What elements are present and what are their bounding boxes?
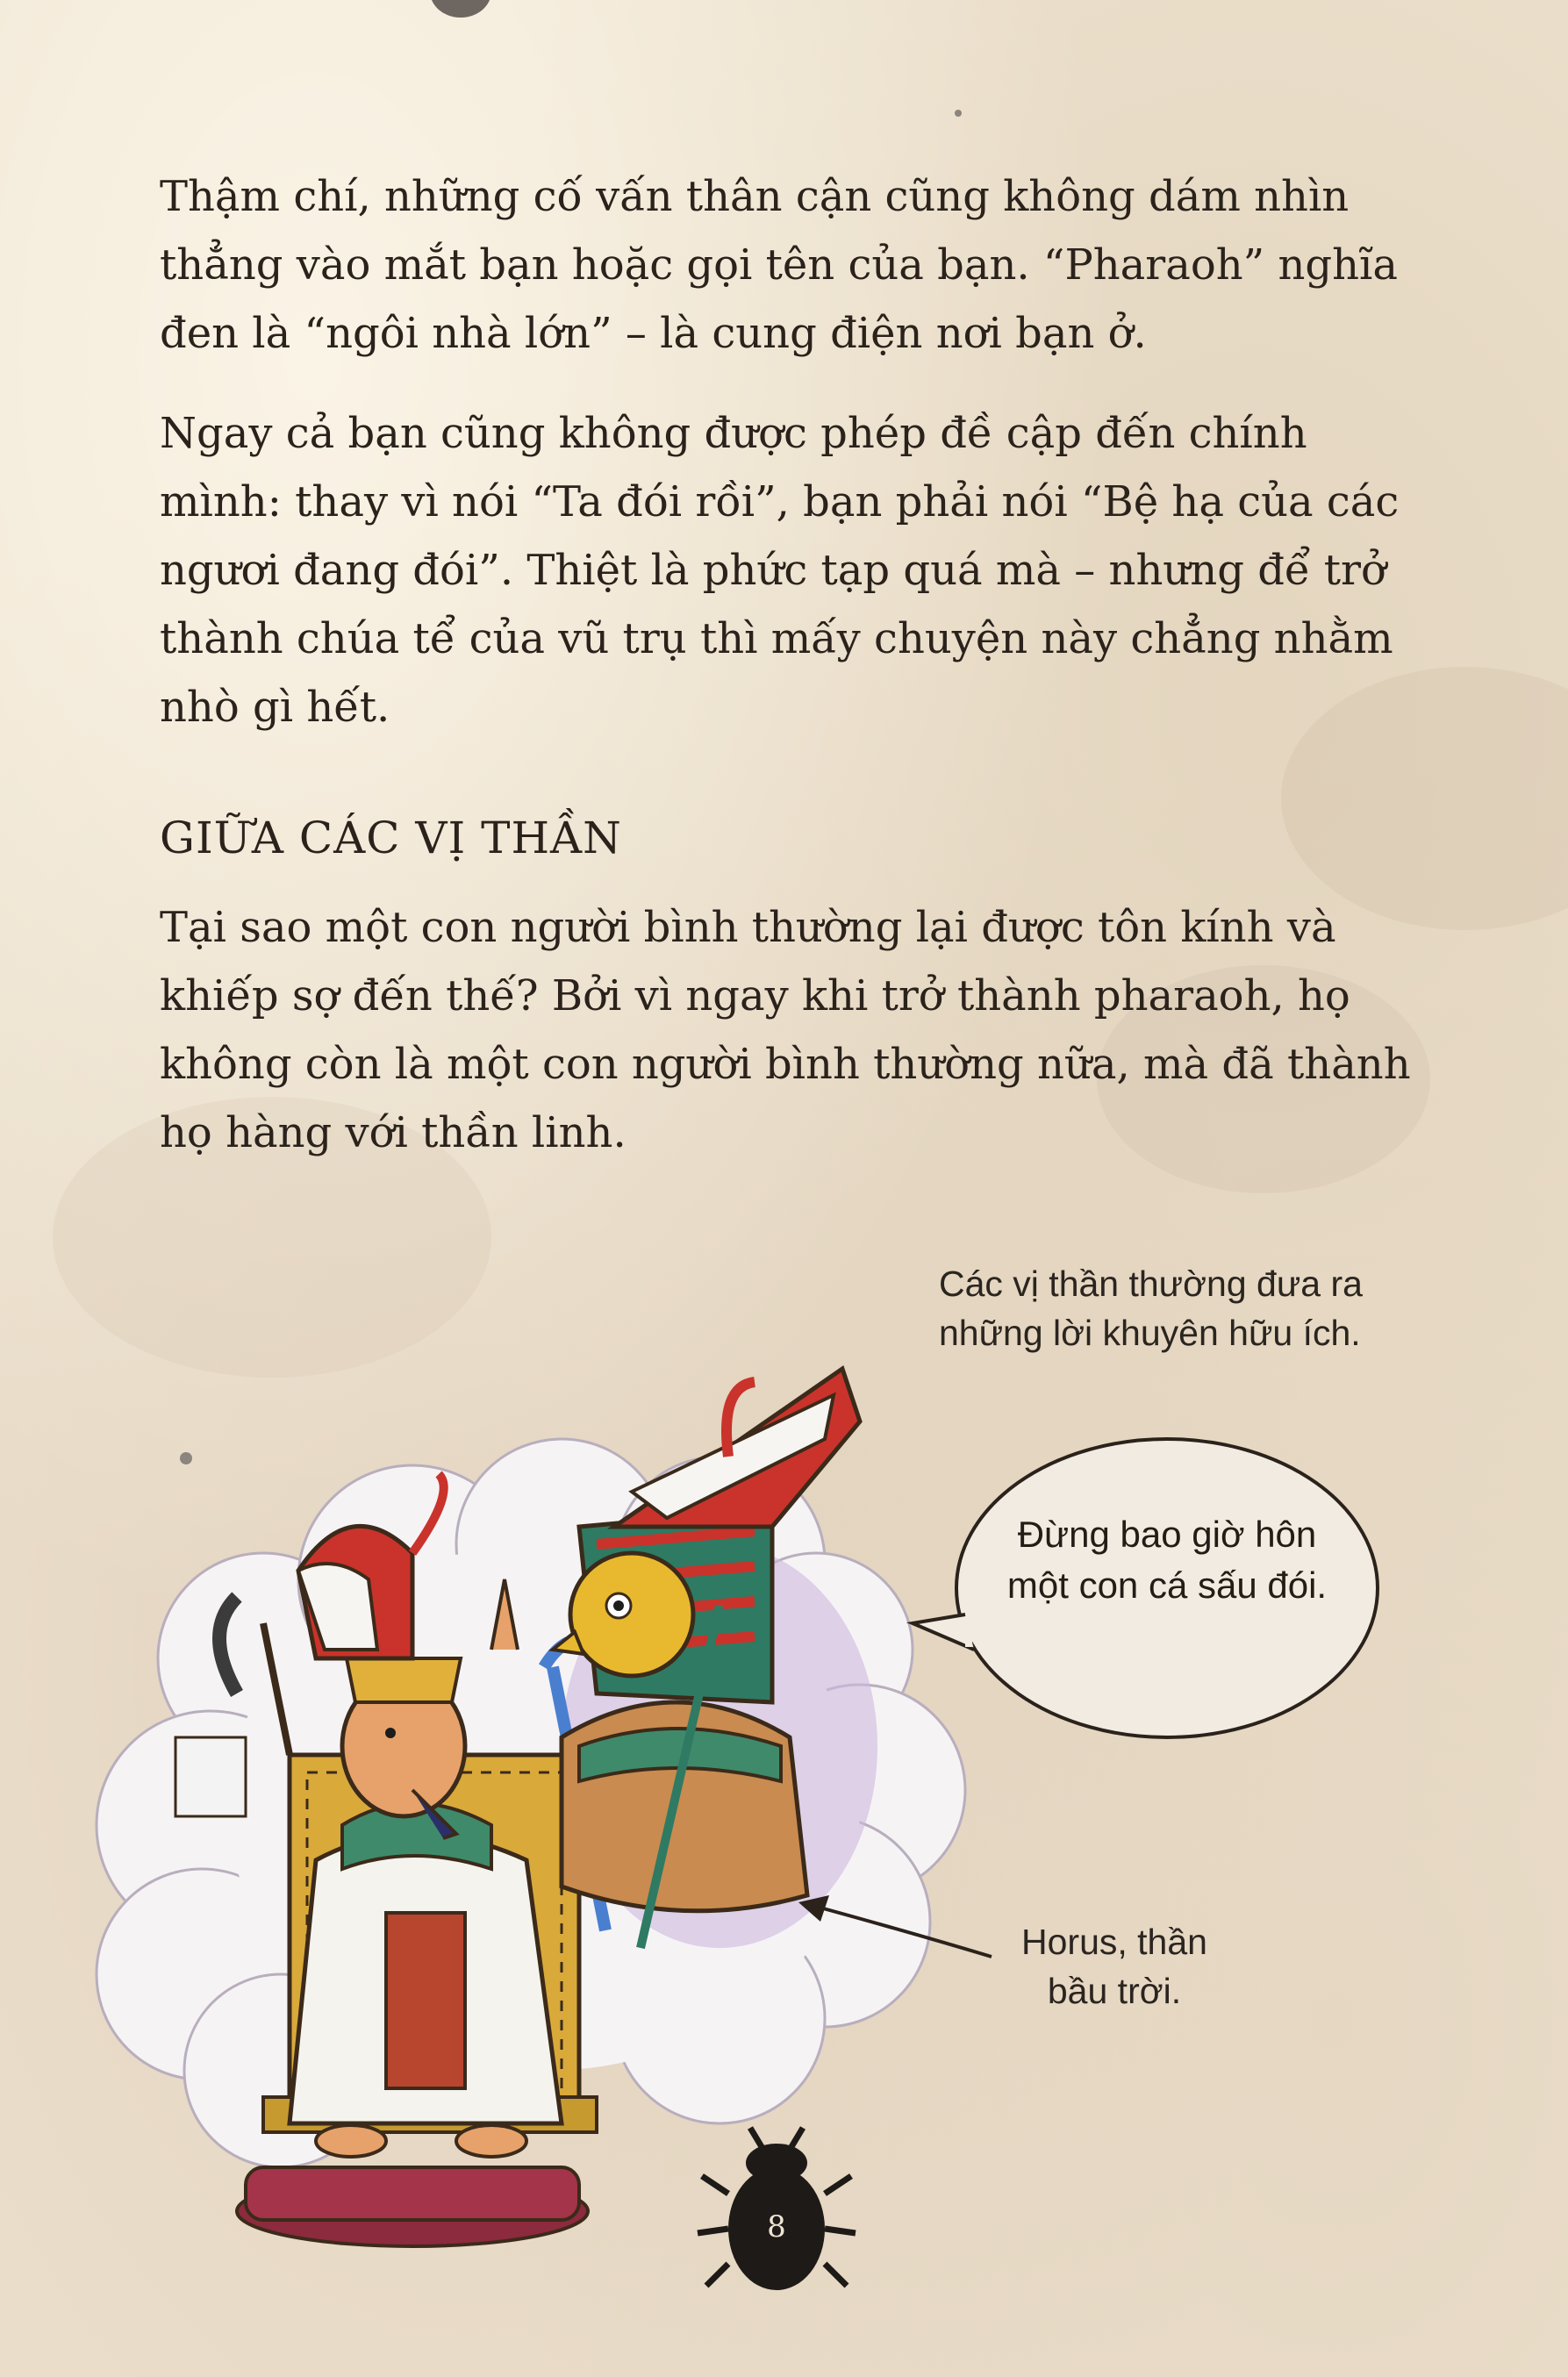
speech-bubble-text: Đừng bao giờ hôn một con cá sấu đói.: [1006, 1514, 1328, 1606]
caption-gods-advice: Các vị thần thường đưa ra những lời khuyên hữu ích.: [939, 1264, 1363, 1353]
section-heading: GIỮA CÁC VỊ THẦN: [160, 813, 622, 863]
page-number: 8: [767, 2209, 786, 2245]
paragraph-pharaoh-meaning: Thậm chí, những cố vấn thân cận cũng không dám nhìn thẳng vào mắt bạn hoặc gọi tên của bạn. “Pharaoh” nghĩa đen là “ngôi nhà lớn” – là cung điện nơi bạn ở.: [160, 172, 1398, 358]
paragraph-royal-speech: Ngay cả bạn cũng không được phép đề cập đến chính mình: thay vì nói “Ta đói rồi”, bạn phải nói “Bệ hạ của các ngươi đang đói”. Thiệt là phức tạp quá mà – nhưng để trở thành chúa tể của vũ trụ thì mấy chuyện này chẳng nhằm nhò gì hết.: [160, 409, 1400, 732]
caption-horus: Horus, thần bầu trời.: [1021, 1922, 1207, 2011]
paragraph-pharaoh-divinity: Tại sao một con người bình thường lại được tôn kính và khiếp sợ đến thế? Bởi vì ngay khi trở thành pharaoh, họ không còn là một con người bình thường nữa, mà đã thành họ hàng với thần linh.: [160, 903, 1411, 1157]
